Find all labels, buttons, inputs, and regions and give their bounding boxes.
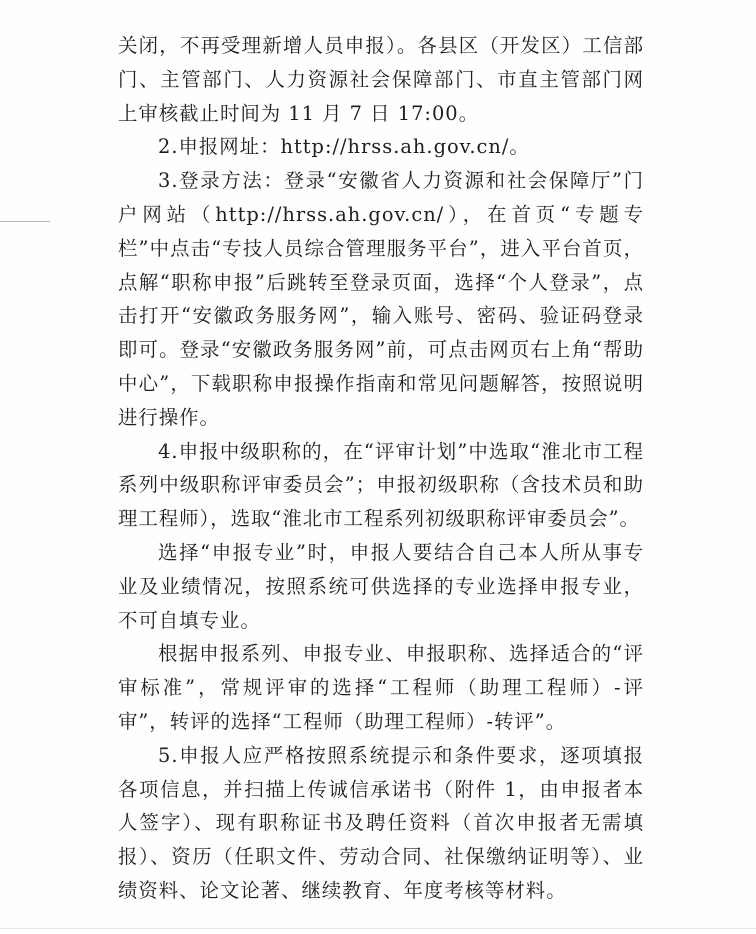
- paragraph-materials: 5.申报人应严格按照系统提示和条件要求，逐项填报各项信息，并扫描上传诚信承诺书（附件 1，由申报者本人签字）、现有职称证书及聘任资料（首次申报者无需填报）、资历（任职文件、劳动合同、社保缴纳证明等）、业绩资料、论文论著、继续教育、年度考核等材料。: [118, 743, 644, 902]
- page-bottom-line: [0, 928, 756, 929]
- paragraph-review-standard: 根据申报系列、申报专业、申报职称、选择适合的“评审标准”，常规评审的选择“工程师（助理工程师）-评审”，转评的选择“工程师（助理工程师）-转评”。: [118, 642, 644, 733]
- paragraph-deadline: 关闭，不再受理新增人员申报）。各县区（开发区）工信部门、主管部门、人力资源社会保障部门、市直主管部门网上审核截止时间为 11 月 7 日 17:00。: [118, 34, 644, 125]
- document-body: [118, 29, 644, 908]
- paragraph-title-selection: 4.申报中级职称的，在“评审计划”中选取“淮北市工程系列中级职称评审委员会”；申报初级职称（含技术员和助理工程师），选取“淮北市工程系列初级职称评审委员会”。: [118, 439, 644, 531]
- scan-artifact-line: [0, 221, 50, 222]
- paragraph-major-selection: 选择“申报专业”时，申报人要结合自己本人所从事专业及业绩情况，按照系统可供选择的专业选择申报专业，不可自填专业。: [118, 540, 644, 632]
- paragraph-website: 2.申报网址：http://hrss.ah.gov.cn/。: [158, 135, 530, 159]
- paragraph-login-method: 3.登录方法：登录“安徽省人力资源和社会保障厅”门户网站（http://hrss.ah.gov.cn/），在首页“专题专栏”中点击“专技人员综合管理服务平台”，进入平台首页，点解“职称申报”后跳转至登录页面，选择“个人登录”，点击打开“安徽政务服务网”，输入账号、密码、验证码登录即可。登录“安徽政务服务网”前，可点击网页右上角“帮助中心”，下载职称申报操作指南和常见问题解答，按照说明进行操作。: [118, 169, 644, 429]
